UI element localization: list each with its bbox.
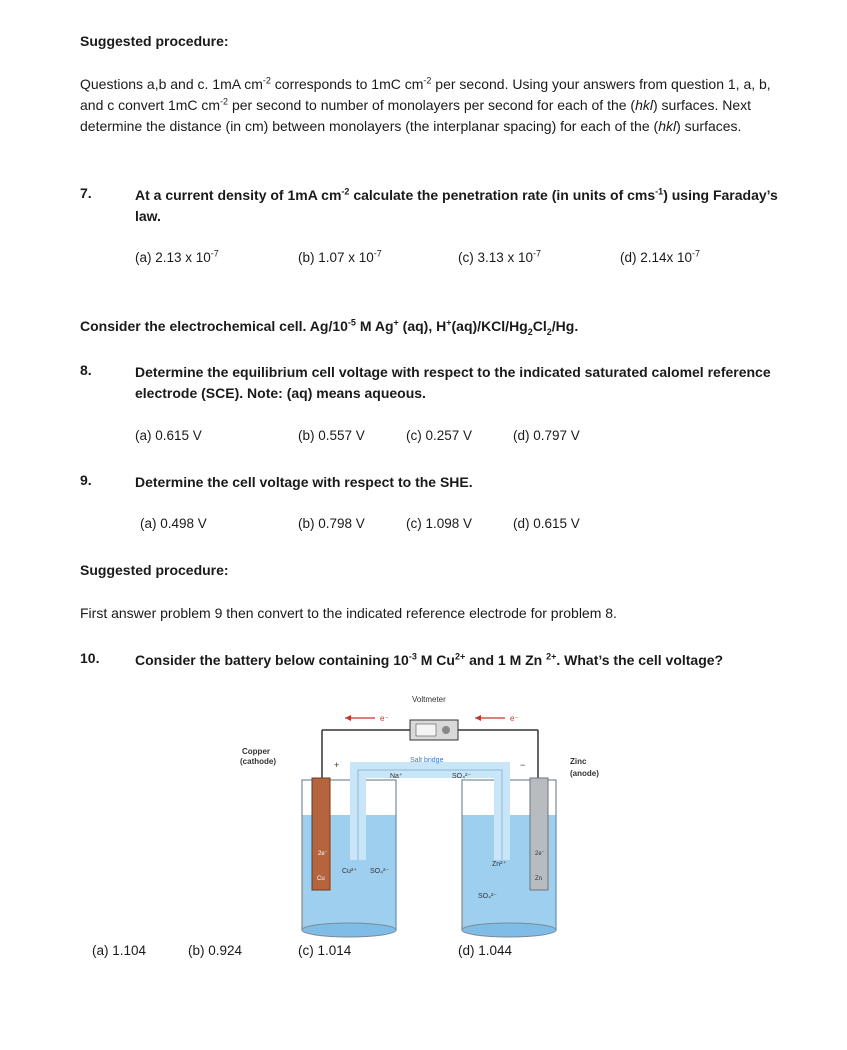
q8-option-c: (c) 0.257 V	[406, 428, 473, 443]
q10-option-c: (c) 1.014	[298, 943, 352, 958]
electron-arrow-left-head	[345, 715, 351, 721]
cu-ion-label: Cu²⁺	[342, 868, 357, 875]
cathode-label: (cathode)	[240, 757, 276, 766]
copper-electrode	[312, 778, 330, 890]
q9-option-d: (d) 0.615 V	[513, 516, 580, 531]
so4-left-label: SO₄²⁻	[370, 868, 389, 875]
q10-number: 10.	[80, 650, 100, 666]
salt-bridge-label: Salt bridge	[410, 757, 444, 764]
salt-bridge-so4: SO₄²⁻	[452, 773, 471, 780]
copper-plus: +	[334, 760, 340, 770]
copper-electrode-cu: Cu	[317, 876, 325, 882]
galvanic-cell-diagram	[230, 690, 630, 945]
q8-number: 8.	[80, 362, 92, 378]
q9-text: Determine the cell voltage with respect to the SHE.	[135, 474, 473, 490]
zinc-electrode-zn: Zn	[535, 876, 543, 882]
q7-option-c: (c) 3.13 x $10^{-7}$	[458, 248, 542, 265]
electron-label-right: e⁻	[510, 714, 519, 723]
q8-option-a: (a) 0.615 V	[135, 428, 202, 443]
salt-bridge-na: Na⁺	[390, 773, 403, 780]
intro-paragraph: Questions a,b and c. 1mA $cm^{-2}$ corresponds to 1mC $cm^{-2}$ per second. Using your answers from question 1, a, b, and c convert 1mC $cm^{-2}$ per second to number of monolayers per second for each of the (hkl) surfaces. Next determine the distance (in cm) between monolayers (the interplanar spacing) for each of the (hkl) surfaces.	[80, 75, 771, 134]
zinc-electrode-elec: 2e⁻	[535, 851, 545, 857]
q10-option-d: (d) 1.044	[458, 943, 513, 958]
voltmeter-display	[416, 724, 436, 736]
heading-suggested-procedure-1: Suggested procedure:	[80, 33, 229, 49]
heading-suggested-procedure-2: Suggested procedure:	[80, 562, 229, 578]
q7-text: At a current density of 1mA $cm^{-2}$ calculate the penetration rate (in units of cms$^{-1}$) using Faraday’s law.	[135, 186, 778, 224]
zinc-electrode	[530, 778, 548, 890]
q9-option-c: (c) 1.098 V	[406, 516, 473, 531]
electron-arrow-right-head	[475, 715, 481, 721]
q8-text: Determine the equilibrium cell voltage with respect to the indicated saturated calomel reference electrode (SCE). Note: (aq) means aqueous.	[135, 364, 771, 401]
q9-option-b: (b) 0.798 V	[298, 516, 365, 531]
zinc-label: Zinc	[570, 757, 587, 766]
copper-electrode-elec: 2e⁻	[318, 851, 328, 857]
q7-option-b: (b) 1.07 x $10^{-7}$	[298, 248, 382, 265]
q8-option-b: (b) 0.557 V	[298, 428, 365, 443]
q10-option-b: (b) 0.924	[188, 943, 243, 958]
q9-number: 9.	[80, 472, 92, 488]
voltmeter-label: Voltmeter	[412, 695, 446, 704]
so4-right-label: SO₄²⁻	[478, 893, 497, 900]
q9-option-a: (a) 0.498 V	[140, 516, 207, 531]
q7-option-d: (d) 2.14x $10^{-7}$	[620, 248, 701, 265]
zn-ion-label: Zn²⁺	[492, 861, 507, 868]
cell-statement: Consider the electrochemical cell. $Ag/10^{-5}$ M Ag+ (aq), $H^+(aq)/KCl/Hg_2Cl_2/Hg$.	[80, 317, 579, 337]
left-beaker-base	[302, 923, 396, 937]
voltmeter-knob	[442, 726, 450, 734]
anode-label: (anode)	[570, 769, 599, 778]
zinc-minus: −	[520, 760, 526, 770]
right-beaker-base	[462, 923, 556, 937]
q8-option-d: (d) 0.797 V	[513, 428, 580, 443]
copper-label: Copper	[242, 747, 270, 756]
q7-option-a: (a) 2.13 x $10^{-7}$	[135, 248, 219, 265]
q10-option-a: (a) 1.104	[92, 943, 147, 958]
q10-text: Consider the battery below containing $10^{-3}$ M $Cu^{2+}$ and 1 M Zn $^{2+}$. What’s the cell voltage?	[135, 651, 724, 668]
procedure-2-text: First answer problem 9 then convert to the indicated reference electrode for problem 8.	[80, 605, 617, 621]
q7-number: 7.	[80, 185, 92, 201]
electron-label-left: e⁻	[380, 714, 389, 723]
